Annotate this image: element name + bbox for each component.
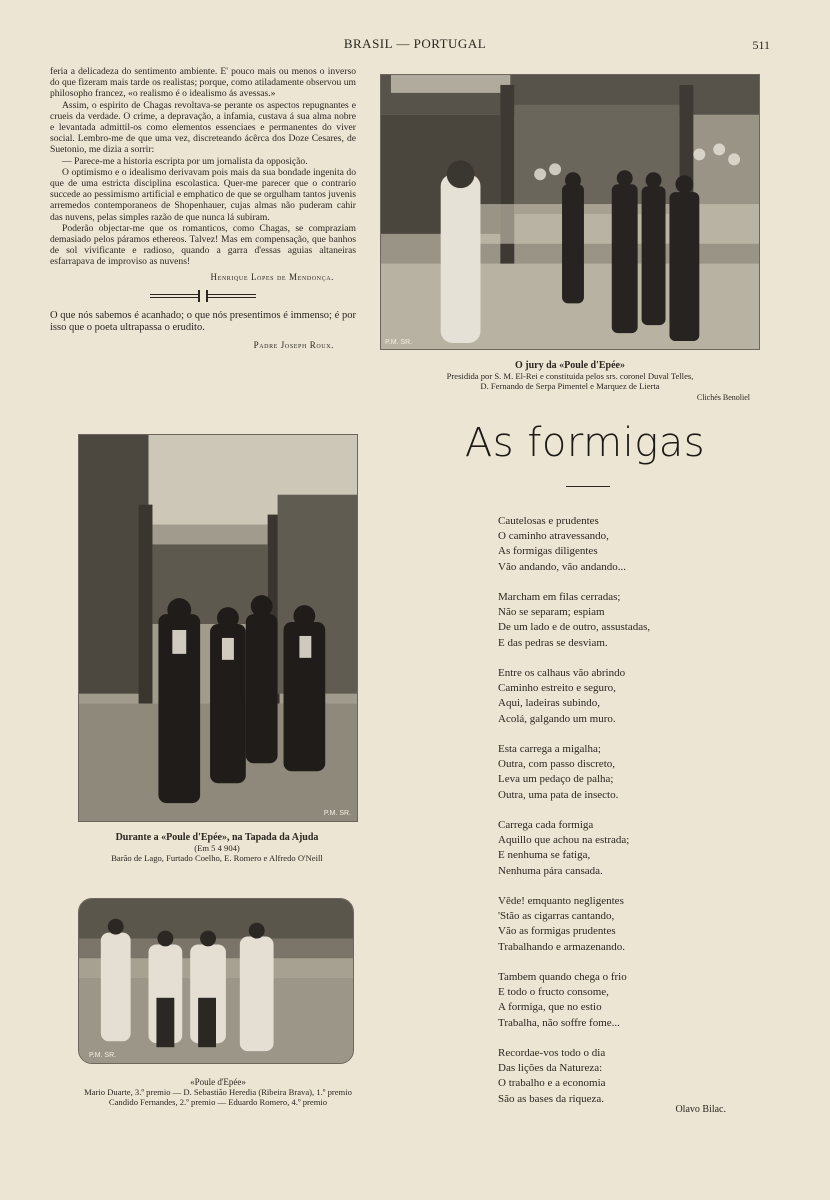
caption-line: Candido Fernandes, 2.º premio — Eduardo Romero, 4.º premio <box>108 1097 328 1107</box>
poem-author: Olavo Bilac. <box>675 1104 726 1115</box>
poem-line: Das lições da Natureza: <box>498 1062 603 1075</box>
caption-names: Barão de Lago, Furtado Coelho, E. Romero e Alfredo O'Neill <box>111 853 323 863</box>
poem-line: Recordae-vos todo o dia <box>498 1047 606 1059</box>
caption-line: Presidida por S. M. El-Rei e constituida pelos srs. coronel Duval Telles, <box>446 371 694 381</box>
poem-line: São as bases da riqueza. <box>498 1092 604 1105</box>
poem-line: Tambem quando chega o frio <box>498 971 627 983</box>
page-number: 511 <box>752 38 770 52</box>
poem-stanza <box>498 1046 738 1107</box>
caption-title: «Poule d'Epée» <box>190 1077 246 1087</box>
article-column <box>50 66 356 350</box>
poem-line: As formigas diligentes <box>498 545 598 558</box>
poem-line: Trabalhando e armazenando. <box>498 940 625 953</box>
poem-line: Entre os calhaus vão abrindo <box>498 667 626 679</box>
page-header <box>0 36 830 54</box>
poem-line: E todo o fructo consome, <box>498 986 609 999</box>
article-paragraph: Assim, o espirito de Chagas revoltava-se perante os aspectos repugnantes e crueis da verdade. O crime, a depravação, a infamia, custava á sua alma nobre e levantada admittil-os como elementos essenciaes e permanentes do viver social. Lembro-me de que uma vez, discreteando ácêrca dos Doze Cesares, de Suetonio, me dizia a sorrir: <box>50 99 356 156</box>
photo-mark: P.M. SR. <box>323 810 351 817</box>
caption-tapada <box>62 832 372 863</box>
poem-stanza <box>498 666 738 727</box>
caption-line: Mario Duarte, 3.º premio — D. Sebastião Heredia (Ribeira Brava), 1.º premio <box>84 1087 352 1097</box>
poem-line: Vão andando, vão andando... <box>498 560 626 573</box>
poem-body <box>498 514 738 1122</box>
poem-line: O trabalho e a economia <box>498 1077 606 1090</box>
poem-line: Outra, uma pata de insecto. <box>498 788 619 801</box>
article-paragraph: — Parece-me a historia escripta por um jornalista da opposição. <box>62 155 308 167</box>
article-body <box>50 66 356 268</box>
poem-line: Cautelosas e prudentes <box>498 515 599 527</box>
caption-title: O jury da «Poule d'Epée» <box>514 360 625 371</box>
poem-line: Aqui, ladeiras subindo, <box>498 697 601 710</box>
poem-line: Não se separam; espiam <box>498 606 605 619</box>
caption-line: D. Fernando de Serpa Pimentel e Marquez de Lierta <box>480 381 660 391</box>
poem-line: Outra, com passo discreto, <box>498 758 615 771</box>
poem-line: Acolá, galgando um muro. <box>498 712 616 725</box>
poem-line: Trabalha, não soffre fome... <box>498 1016 620 1029</box>
photo-mark: P.M. SR. <box>385 339 413 346</box>
poem-line: Caminho estreito e seguro, <box>498 682 616 695</box>
poem-line: A formiga, que no estio <box>498 1001 602 1014</box>
poem-stanza <box>498 970 738 1031</box>
poem-line: E nenhuma se fatiga, <box>498 849 591 862</box>
poem-line: Carrega cada formiga <box>498 819 594 831</box>
running-title: BRASIL — PORTUGAL <box>343 36 487 51</box>
photo-jury <box>380 74 760 350</box>
poem-stanza <box>498 514 738 575</box>
poem-line: O caminho atravessando, <box>498 530 609 543</box>
photo-credit: Clichés Benoliel <box>696 393 750 402</box>
caption-title: Durante a «Poule d'Epée», na Tapada da Ajuda <box>115 832 319 843</box>
photo-poule <box>78 898 354 1064</box>
poem-line: Vêde! emquanto negligentes <box>498 895 624 907</box>
poem-stanza <box>498 742 738 803</box>
article-paragraph: feria a delicadeza do sentimento ambiente. E' pouco mais ou menos o inverso do que fizeram mais tarde os realistas; porque, como atiladamente observou um philosopho francez, «o realismo é o idealismo ás avessas.» <box>50 66 356 100</box>
poem-stanza <box>498 818 738 879</box>
poem-line: Nenhuma pára cansada. <box>498 864 603 877</box>
caption-date: (Em 5 4 904) <box>194 843 240 853</box>
poem-line: Vão as formigas prudentes <box>498 925 616 938</box>
poem-title: As formigas <box>464 420 706 466</box>
poem-line: 'Stão as cigarras cantando, <box>498 910 615 923</box>
quote-text: O que nós sabemos é acanhado; o que nós presentimos é immenso; é por isso que o poeta ultrapassa o erudito. <box>50 309 356 333</box>
poem-line: Esta carrega a migalha; <box>498 743 601 755</box>
caption-jury <box>390 360 750 403</box>
poem-title-rule <box>566 486 610 487</box>
poem-stanza <box>498 894 738 955</box>
poem-stanza <box>498 590 738 651</box>
quote-author: Padre Joseph Roux. <box>253 339 334 350</box>
poem-line: E das pedras se desviam. <box>498 636 608 649</box>
article-paragraph: O optimismo e o idealismo derivavam pois mais da sua bondade ingenita do que de uma estricta disciplina escolastica. Quer-me parecer que o contrario succede ao pessimismo artificial e emphatico de que se orgulham tantos juvenis arremedos contemporaneos de Shopenhauer, cujas almas não puderam cahir das nuvens, pelas simples razão de que nunca lá subiram. <box>50 166 356 223</box>
poem-line: Marcham em filas cerradas; <box>498 591 621 603</box>
photo-mark: P.M. SR. <box>89 1052 117 1059</box>
article-paragraph: Poderão objectar-me que os romanticos, como Chagas, se compraziam demasiado pelos páramos ethereos. Talvez! Mas em compensação, que banhos de sol vivificante e radioso, quando a garra d'essas aguias altaneiras esfarrapava de improviso as nuvens! <box>50 222 356 268</box>
poem-line: De um lado e de outro, assustadas, <box>498 621 651 634</box>
caption-poule <box>40 1077 396 1107</box>
poem-line: Leva um pedaço de palha; <box>498 773 614 786</box>
article-signature: Henrique Lopes de Mendonça. <box>210 271 334 282</box>
photo-tapada <box>78 434 358 822</box>
section-divider <box>150 292 256 300</box>
poem-line: Aquillo que achou na estrada; <box>498 834 630 847</box>
